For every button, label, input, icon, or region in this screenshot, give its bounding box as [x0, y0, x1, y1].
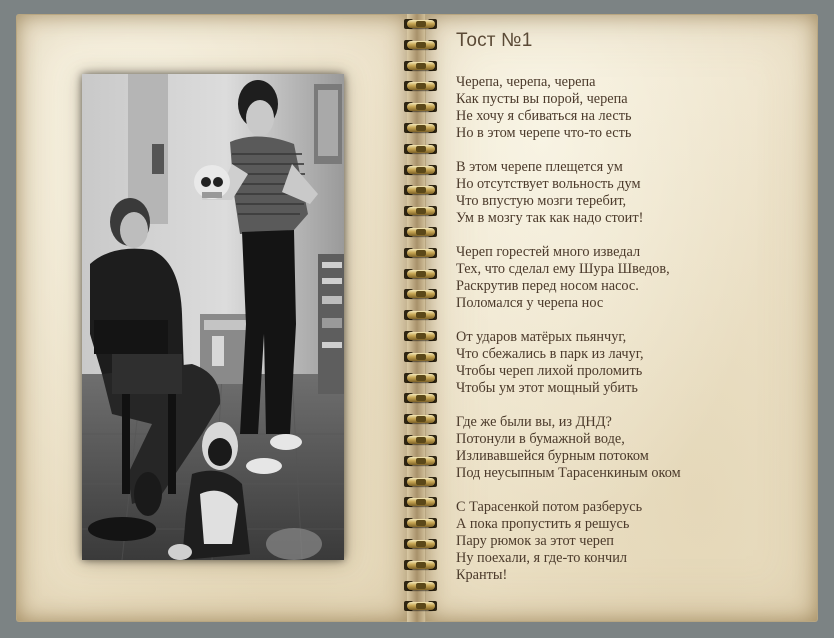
spiral-ring: [404, 164, 438, 176]
spiral-ring: [404, 143, 438, 155]
poem-line: Где же были вы, из ДНД?: [456, 414, 612, 430]
poem-line: А пока пропустить я решусь: [456, 516, 630, 532]
poem-stanza: [456, 499, 796, 584]
spiral-ring: [404, 205, 438, 217]
spiral-ring: [404, 455, 438, 467]
poem-line: Поломался у черепа нос: [456, 295, 604, 311]
poem-line: Чтобы ум этот мощный убить: [456, 380, 638, 396]
poem-stanza: [456, 74, 796, 142]
spiral-ring: [404, 476, 438, 488]
spiral-ring: [404, 101, 438, 113]
black-and-white-photo: [82, 74, 344, 560]
poem-line: В этом черепе плещется ум: [456, 159, 623, 175]
spiral-ring: [404, 392, 438, 404]
spiral-ring: [404, 309, 438, 321]
spiral-ring: [404, 413, 438, 425]
spiral-ring: [404, 351, 438, 363]
poem-line: Ум в мозгу так как надо стоит!: [456, 210, 644, 226]
spiral-ring: [404, 496, 438, 508]
poem-line: Изливавшейся бурным потоком: [456, 448, 649, 464]
photo: [82, 74, 344, 560]
poem-line: От ударов матёрых пьянчуг,: [456, 329, 627, 345]
poem-line: Кранты!: [456, 567, 508, 583]
poem-stanza: [456, 159, 796, 227]
spiral-ring: [404, 18, 438, 30]
spiral-ring: [404, 517, 438, 529]
spiral-ring: [404, 268, 438, 280]
poem-line: Потонули в бумажной воде,: [456, 431, 625, 447]
poem-stanza: [456, 329, 796, 397]
spiral-ring: [404, 247, 438, 259]
poem-title: Тост №1: [456, 30, 533, 51]
poem-line: Как пусты вы порой, черепа: [456, 91, 628, 107]
poem-line: Что сбежались в парк из лачуг,: [456, 346, 644, 362]
spiral-ring: [404, 600, 438, 612]
spiral-ring: [404, 580, 438, 592]
poem-line: Раскрутив перед носом насос.: [456, 278, 639, 294]
poem-line: Но отсутствует вольность дум: [456, 176, 641, 192]
spiral-binding: [404, 18, 438, 618]
spiral-ring: [404, 39, 438, 51]
spiral-ring: [404, 434, 438, 446]
poem-stanza: [456, 244, 796, 312]
poem-line: Под неусыпным Тарасенкиным оком: [456, 465, 681, 481]
poem-line: Ну поехали, я где-то кончил: [456, 550, 628, 566]
left-page: [16, 14, 409, 622]
poem-line: Тех, что сделал ему Шура Шведов,: [456, 261, 670, 277]
spiral-ring: [404, 330, 438, 342]
poem-line: Не хочу я сбиваться на лесть: [456, 108, 632, 124]
spiral-ring: [404, 538, 438, 550]
spiral-ring: [404, 372, 438, 384]
poem-line: Пару рюмок за этот череп: [456, 533, 614, 549]
poem-text: [456, 74, 796, 601]
poem-line: Черепа, черепа, черепа: [456, 74, 596, 90]
poem-line: С Тарасенкой потом разберусь: [456, 499, 643, 515]
spiral-ring: [404, 226, 438, 238]
spiral-ring: [404, 559, 438, 571]
spiral-ring: [404, 60, 438, 72]
poem-line: Но в этом черепе что-то есть: [456, 125, 632, 141]
spiral-ring: [404, 288, 438, 300]
spiral-ring: [404, 80, 438, 92]
poem-line: Череп горестей много изведал: [456, 244, 641, 260]
spiral-ring: [404, 184, 438, 196]
poem-stanza: [456, 414, 796, 482]
poem-line: Что впустую мозги теребит,: [456, 193, 627, 209]
spiral-ring: [404, 122, 438, 134]
poem-line: Чтобы череп лихой проломить: [456, 363, 643, 379]
